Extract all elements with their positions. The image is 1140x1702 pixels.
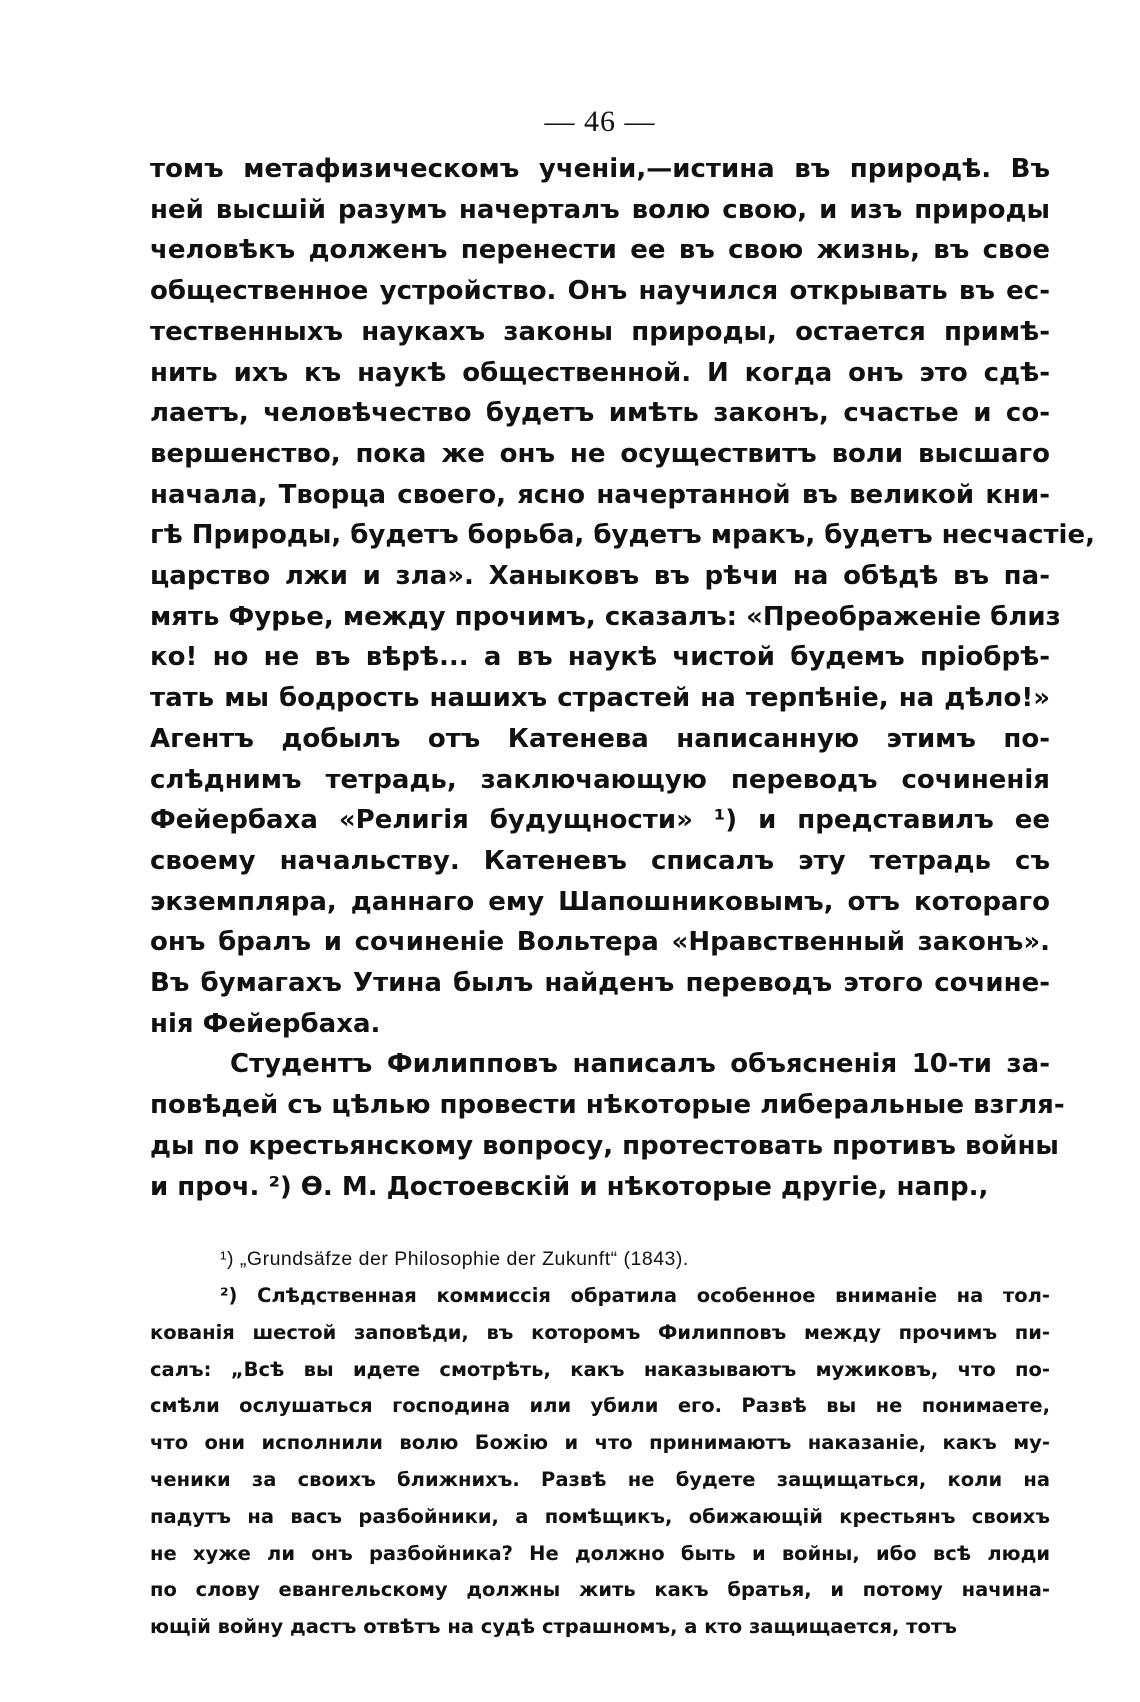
- footnote-line: не хуже ли онъ разбойника? Не должно быть и войны, ибо всѣ люди: [150, 1541, 1050, 1565]
- footnote-1-mark: ¹): [220, 1248, 234, 1271]
- text-line: Агентъ добылъ отъ Катенева написанную этимъ по-: [150, 723, 1050, 754]
- text-line: нія Фейербаха.: [150, 1008, 381, 1039]
- footnote-1: [150, 1241, 1050, 1278]
- text-line: Фейербаха «Религія будущности» ¹) и представилъ ее: [150, 805, 1050, 836]
- footnote-line: ющій войну дастъ отвѣтъ на судѣ страшномъ, а кто защищается, тотъ: [150, 1615, 957, 1639]
- book-page: [150, 105, 1095, 1646]
- text-line: повѣдей съ цѣлью провести нѣкоторые либеральные взгля-: [150, 1090, 1065, 1121]
- text-line: Въ бумагахъ Утина былъ найденъ переводъ этого сочине-: [150, 968, 1050, 999]
- footnote-line: кованія шестой заповѣди, въ которомъ Филипповъ между прочимъ пи-: [150, 1320, 1050, 1344]
- text-line: слѣднимъ тетрадь, заключающую переводъ сочиненія: [150, 764, 1050, 795]
- footnote-line: падутъ на васъ разбойники, а помѣщикъ, обижающій крестьянъ своихъ: [150, 1504, 1050, 1528]
- footnote-line: смѣли ослушаться господина или убили его. Развѣ вы не понимаете,: [150, 1394, 1050, 1418]
- text-line: ды по крестьянскому вопросу, протестовать противъ войны: [150, 1130, 1059, 1161]
- footnote-line: по слову евангельскому должны жить какъ братья, и потому начина-: [150, 1578, 1050, 1602]
- footnote-line: салъ: „Всѣ вы идете смотрѣть, какъ наказываютъ мужиковъ, что по-: [150, 1357, 1050, 1381]
- text-line: своему начальству. Катеневъ списалъ эту тетрадь съ: [150, 845, 1050, 876]
- text-line: и проч. ²) Ѳ. М. Достоевскій и нѣкоторые другіе, напр.,: [150, 1171, 989, 1202]
- footnotes: [150, 1241, 1050, 1646]
- text-line: общественное устройство. Онъ научился открывать въ ес-: [150, 276, 1050, 307]
- text-line: экземпляра, даннаго ему Шапошниковымъ, отъ котораго: [150, 886, 1050, 917]
- footnote-2: [150, 1278, 1050, 1646]
- text-line: человѣкъ долженъ перенести ее въ свою жизнь, въ свое: [150, 235, 1050, 266]
- text-line: вершенство, пока же онъ не осуществитъ воли высшаго: [150, 438, 1050, 469]
- footnote-1-line: [150, 1241, 1050, 1278]
- paragraph-1: [150, 149, 1095, 1044]
- footnote-line: ²) Слѣдственная коммиссія обратила особенное вниманіе на тол-: [220, 1284, 1050, 1308]
- text-line: гѣ Природы, будетъ борьба, будетъ мракъ, будетъ несчастіе,: [150, 520, 1095, 551]
- text-line: лаетъ, человѣчество будетъ имѣть законъ, счастье и со-: [150, 398, 1050, 429]
- text-line: нить ихъ къ наукѣ общественной. И когда онъ это сдѣ-: [150, 357, 1050, 388]
- text-line: томъ метафизическомъ ученіи,—истина въ природѣ. Въ: [150, 154, 1050, 184]
- footnote-line: что они исполнили волю Божію и что принимаютъ наказаніе, какъ му-: [150, 1431, 1050, 1455]
- page-number: — 46 —: [544, 105, 656, 138]
- text-line: онъ бралъ и сочиненіе Вольтера «Нравственный законъ».: [150, 927, 1050, 958]
- text-line: ко! но не въ вѣрѣ... а въ наукѣ чистой будемъ пріобрѣ-: [150, 642, 1050, 673]
- text-line: царство лжи и зла». Ханыковъ въ рѣчи на обѣдѣ въ па-: [150, 561, 1050, 592]
- text-line: ней высшій разумъ начерталъ волю свою, и изъ природы: [150, 194, 1050, 225]
- text-line: тать мы бодрость нашихъ страстей на терпѣніе, на дѣло!»: [150, 683, 1050, 714]
- footnote-1-text: „Grundsäfze der Philosophie der Zukunft“ (1843).: [239, 1248, 689, 1271]
- paragraph-2: [150, 1044, 1065, 1207]
- text-line: мять Фурье, между прочимъ, сказалъ: «Преображеніе близ: [150, 601, 1061, 632]
- text-line: начала, Творца своего, ясно начертанной въ великой кни-: [150, 479, 1050, 510]
- text-line: Студентъ Филипповъ написалъ объясненія 10-ти за-: [230, 1049, 1050, 1080]
- text-line: тественныхъ наукахъ законы природы, остается примѣ-: [150, 316, 1050, 347]
- footnote-line: ченики за своихъ ближнихъ. Развѣ не будете защищаться, коли на: [150, 1468, 1050, 1492]
